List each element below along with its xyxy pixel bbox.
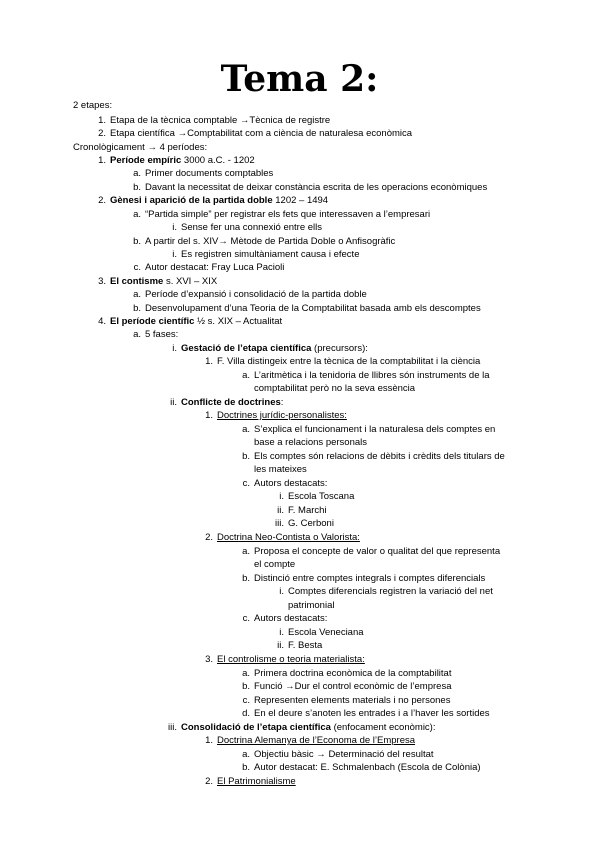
outline-line [0,478,599,490]
list-marker: b. [242,573,250,584]
line-text [181,397,283,409]
line-text [288,586,493,598]
outline-line [0,128,599,140]
text-run: comptabilitat però no la seva essència [254,383,416,394]
line-text [145,262,284,274]
outline-line [0,654,599,666]
list-marker: i. [279,491,284,502]
line-text [254,668,451,680]
line-text [254,451,505,463]
text-run: 1202 – 1494 [272,195,329,206]
outline-line [0,464,599,476]
list-marker: ii. [170,397,177,408]
line-text [110,276,217,288]
outline-line [0,708,599,720]
text-run: les mateixes [254,464,307,475]
outline-line [0,600,599,612]
outline-line [0,236,599,248]
outline-line [0,668,599,680]
line-text [217,532,360,544]
line-text [110,155,255,167]
text-run: Autor destacat: E. Schmalenbach (Escola de Colònia) [254,762,481,773]
text-run: el compte [254,559,296,570]
list-marker: a. [242,749,250,760]
list-marker: a. [133,329,141,340]
outline-line [0,249,599,261]
line-text [254,478,327,490]
outline-line [0,100,599,112]
line-text [110,316,282,328]
list-marker: 1. [205,356,213,367]
list-marker: 2. [98,128,106,139]
line-text [145,289,367,301]
text-run: : [280,397,284,408]
list-marker: c. [133,262,141,273]
outline-line [0,343,599,355]
text-run: Es registren simultàniament causa i efecte [181,249,360,260]
text-run: 2 etapes: [73,100,113,111]
text-run: El Patrimonialisme [217,776,296,787]
list-marker: a. [242,370,250,381]
outline-line [0,735,599,747]
outline-line [0,168,599,180]
line-text [217,654,365,666]
text-run: G. Cerboni [288,518,334,529]
line-text [217,356,480,368]
line-text [254,762,481,774]
text-run: Primera doctrina econòmica de la comptabilitat [254,668,452,679]
list-marker: i. [279,586,284,597]
text-run: base a relacions personals [254,437,368,448]
text-run: Període d’expansió i consolidació de la partida doble [145,289,367,300]
line-text [181,343,368,355]
list-marker: c. [242,613,250,624]
outline-line [0,613,599,625]
line-text [254,424,495,436]
line-text [73,100,112,112]
text-run: (precursors): [311,343,368,354]
outline-line [0,586,599,598]
text-run: (enfocament econòmic): [330,722,436,733]
outline-line [0,329,599,341]
outline-line [0,397,599,409]
outline-line [0,303,599,315]
line-text [217,410,347,422]
line-text [145,182,487,194]
line-text [217,776,296,788]
outline-line [0,518,599,530]
text-run: Cronològicament → 4 períodes: [73,142,208,153]
line-text [110,195,328,207]
text-run: Funció →Dur el control econòmic de l’empresa [254,681,452,692]
list-marker: i. [172,343,177,354]
outline-line [0,776,599,788]
list-marker: i. [172,249,177,260]
list-marker: 3. [205,654,213,665]
text-run: El període científic [110,316,195,327]
text-run: F. Marchi [288,505,327,516]
outline-line [0,573,599,585]
list-marker: i. [172,222,177,233]
outline-line [0,437,599,449]
text-run: Consolidació de l’etapa científica [181,722,331,733]
outline-line [0,209,599,221]
line-text [181,249,359,261]
line-text [254,559,295,571]
text-run: El controlisme o teoria materialista: [217,654,365,665]
outline-line [0,115,599,127]
outline-line [0,559,599,571]
list-marker: 4. [98,316,106,327]
list-marker: 3. [98,276,106,287]
list-marker: b. [242,681,250,692]
list-marker: 2. [205,532,213,543]
text-run: 5 fases: [145,329,179,340]
line-text [254,383,415,395]
outline-line [0,410,599,422]
outline-line [0,491,599,503]
line-text [254,695,450,707]
text-run: Davant la necessitat de deixar constància escrita de les operacions econòmiques [145,182,488,193]
outline-line [0,762,599,774]
text-run: A partir del s. XIV→ Mètode de Partida Doble o Anfisogràfic [145,236,396,247]
line-text [288,518,334,530]
text-run: Proposa el concepte de valor o qualitat del que representa [254,546,501,557]
text-run: F. Besta [288,640,323,651]
outline-line [0,681,599,693]
line-text [145,329,178,341]
outline-line [0,370,599,382]
outline-line [0,627,599,639]
line-text [254,708,490,720]
text-run: Doctrina Neo-Contista o Valorista: [217,532,360,543]
line-text [145,236,395,248]
list-marker: ii. [277,640,284,651]
outline-line [0,142,599,154]
line-text [254,437,367,449]
list-marker: a. [133,289,141,300]
line-text [254,573,485,585]
line-text [110,115,330,127]
list-marker: 1. [205,410,213,421]
line-text [288,491,354,503]
text-run: Comptes diferencials registren la variació del net [288,586,493,597]
outline-line [0,356,599,368]
text-run: 3000 a.C. - 1202 [181,155,255,166]
list-marker: 1. [205,735,213,746]
text-run: Conflicte de doctrines [181,397,281,408]
list-marker: iii. [275,518,284,529]
list-marker: iii. [168,722,177,733]
list-marker: a. [242,668,250,679]
line-text [254,613,327,625]
text-run: Gestació de l’etapa científica [181,343,312,354]
list-marker: a. [133,168,141,179]
line-text [217,735,415,747]
outline-line [0,749,599,761]
text-run: Distinció entre comptes integrals i comptes diferencials [254,573,486,584]
outline-line [0,276,599,288]
line-text [254,681,451,693]
text-run: S’explica el funcionament i la naturalesa dels comptes en [254,424,496,435]
list-marker: 2. [205,776,213,787]
text-run: Doctrines jurídic-personalistes: [217,410,347,421]
line-text [145,168,273,180]
text-run: s. XVI – XIX [163,276,218,287]
outline-line [0,262,599,274]
outline-line [0,316,599,328]
outline-line [0,289,599,301]
text-run: Primer documents comptables [145,168,274,179]
line-text [73,142,207,154]
line-text [288,627,364,639]
list-marker: 2. [98,195,106,206]
text-run: Etapa de la tècnica comptable →Tècnica de registre [110,115,331,126]
list-marker: b. [242,451,250,462]
text-run: L’aritmètica i la tenidoria de llibres són instruments de la [254,370,490,381]
text-run: Objectiu bàsic → Determinació del resultat [254,749,434,760]
text-run: Autors destacats: [254,613,328,624]
text-run: Doctrina Alemanya de l’Economa de l’Empresa [217,735,416,746]
text-run: Autors destacats: [254,478,328,489]
list-marker: i. [279,627,284,638]
text-run: patrimonial [288,600,335,611]
text-run: Autor destacat: Fray Luca Pacioli [145,262,285,273]
line-text [181,722,435,734]
outline-line [0,155,599,167]
list-marker: 1. [98,115,106,126]
text-run: Representen elements materials i no persones [254,695,451,706]
text-run: ½ s. XIX – Actualitat [194,316,283,327]
outline-line [0,722,599,734]
list-marker: 1. [98,155,106,166]
text-run: Desenvolupament d’una Teoria de la Comptabilitat basada amb els descomptes [145,303,481,314]
outline-line [0,640,599,652]
list-marker: b. [133,236,141,247]
line-text [145,209,430,221]
line-text [254,546,500,558]
line-text [145,303,481,315]
list-marker: c. [242,695,250,706]
text-run: “Partida simple” per registrar els fets que interessaven a l’empresari [145,209,431,220]
outline-line [0,182,599,194]
text-run: Els comptes són relacions de dèbits i crèdits dels titulars de [254,451,505,462]
outline-line [0,451,599,463]
text-run: En el deure s’anoten les entrades i a l’haver les sortides [254,708,490,719]
text-run: F. Villa distingeix entre la tècnica de la comptabilitat i la ciència [217,356,481,367]
text-run: Escola Veneciana [288,627,364,638]
text-run: Període empíric [110,155,182,166]
list-marker: c. [242,478,250,489]
line-text [110,128,412,140]
text-run: Escola Toscana [288,491,355,502]
line-text [254,370,490,382]
line-text [181,222,322,234]
list-marker: ii. [277,505,284,516]
list-marker: b. [242,762,250,773]
list-marker: a. [242,424,250,435]
outline-line [0,505,599,517]
page-title: Tema 2: [220,58,379,100]
line-text [254,464,307,476]
line-text [288,640,322,652]
outline-line [0,695,599,707]
line-text [288,505,327,517]
outline-line [0,195,599,207]
outline-line [0,424,599,436]
outline-line [0,222,599,234]
list-marker: d. [242,708,250,719]
text-run: Etapa científica →Comptabilitat com a ciència de naturalesa econòmica [110,128,413,139]
text-run: Sense fer una connexió entre ells [181,222,323,233]
outline-line [0,532,599,544]
text-run: El contisme [110,276,164,287]
outline-line [0,383,599,395]
line-text [288,600,334,612]
outline-line [0,546,599,558]
list-marker: a. [242,546,250,557]
list-marker: b. [133,303,141,314]
text-run: Gènesi i aparició de la partida doble [110,195,273,206]
list-marker: a. [133,209,141,220]
list-marker: b. [133,182,141,193]
line-text [254,749,434,761]
